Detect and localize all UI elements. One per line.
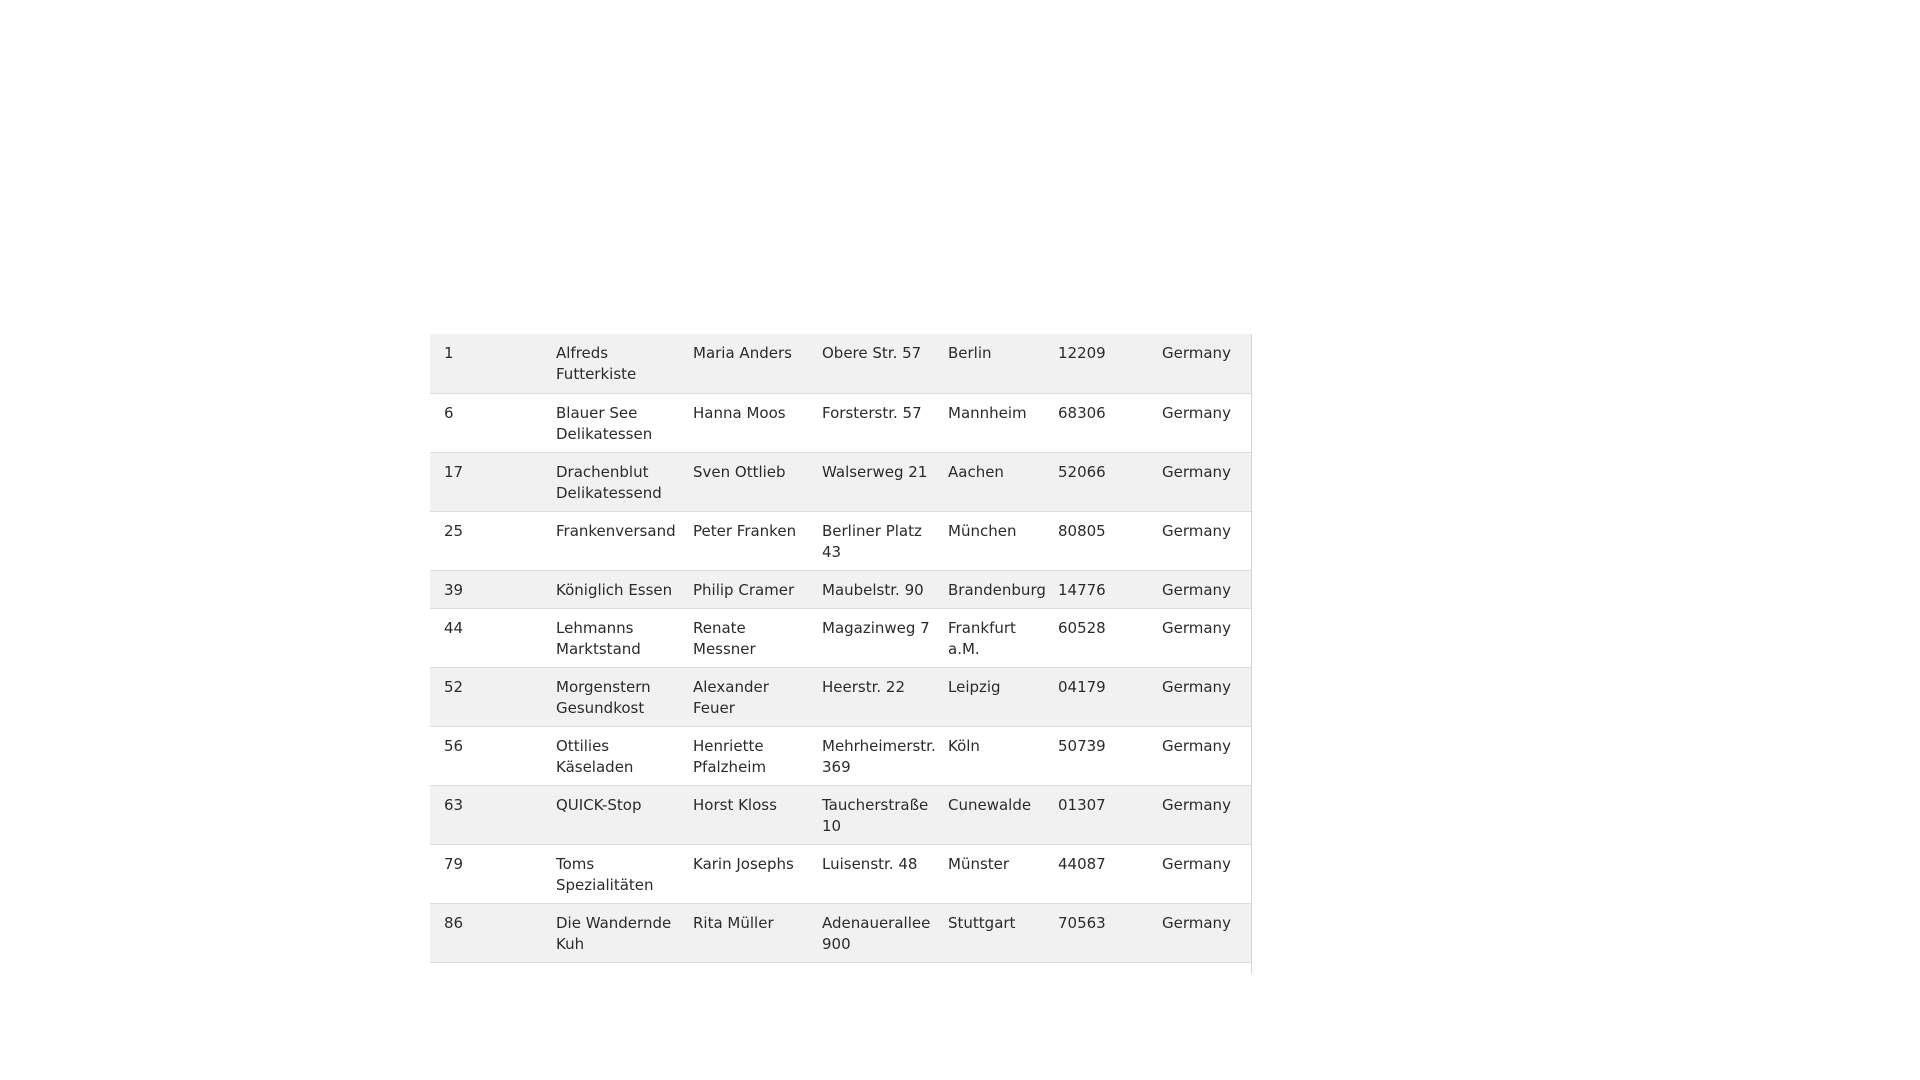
postal-code: 70563 [1044,903,1148,962]
address: Heerstr. 22 [808,667,934,726]
contact-name: Philip Cramer [679,570,808,608]
table-row [430,570,1251,608]
country: Germany [1148,785,1251,844]
contact-name: Rita Müller [679,903,808,962]
city: Berlin [934,334,1044,393]
contact-name: Hanna Moos [679,393,808,452]
contact-name: Peter Franken [679,511,808,570]
postal-code: 60528 [1044,608,1148,667]
table-row [430,511,1251,570]
customer-id: 86 [430,903,542,962]
country: Germany [1148,393,1251,452]
customer-name: Toms Spezialitäten [542,844,679,903]
address: Forsterstr. 57 [808,393,934,452]
country: Germany [1148,334,1251,393]
table-row [430,334,1251,393]
address: Luisenstr. 48 [808,844,934,903]
postal-code: 80805 [1044,511,1148,570]
city: Köln [934,726,1044,785]
address: Maubelstr. 90 [808,570,934,608]
customer-name: Drachenblut Delikatessend [542,452,679,511]
city: Aachen [934,452,1044,511]
city: Brandenburg [934,570,1044,608]
contact-name: Horst Kloss [679,785,808,844]
table-row [430,667,1251,726]
customer-name: Alfreds Futterkiste [542,334,679,393]
customer-id: 63 [430,785,542,844]
contact-name: Sven Ottlieb [679,452,808,511]
city: Frankfurt a.M. [934,608,1044,667]
country: Germany [1148,667,1251,726]
postal-code: 44087 [1044,844,1148,903]
postal-code: 12209 [1044,334,1148,393]
customer-name: Königlich Essen [542,570,679,608]
country: Germany [1148,726,1251,785]
address: Mehrheimerstr. 369 [808,726,934,785]
customer-id: 52 [430,667,542,726]
postal-code: 52066 [1044,452,1148,511]
city: Münster [934,844,1044,903]
country: Germany [1148,903,1251,962]
table-row [430,844,1251,903]
customer-name: Blauer See Delikatessen [542,393,679,452]
table-row [430,903,1251,962]
customer-name: Die Wandernde Kuh [542,903,679,962]
postal-code: 50739 [1044,726,1148,785]
address: Walserweg 21 [808,452,934,511]
customer-id: 6 [430,393,542,452]
address: Magazinweg 7 [808,608,934,667]
city: Stuttgart [934,903,1044,962]
city: Leipzig [934,667,1044,726]
address: Obere Str. 57 [808,334,934,393]
customer-name: Morgenstern Gesundkost [542,667,679,726]
customer-id: 17 [430,452,542,511]
table-row [430,608,1251,667]
postal-code: 01307 [1044,785,1148,844]
city: München [934,511,1044,570]
city: Mannheim [934,393,1044,452]
customer-id: 79 [430,844,542,903]
contact-name: Renate Messner [679,608,808,667]
postal-code: 04179 [1044,667,1148,726]
customer-name: Ottilies Käseladen [542,726,679,785]
customer-id: 56 [430,726,542,785]
address: Berliner Platz 43 [808,511,934,570]
city: Cunewalde [934,785,1044,844]
country: Germany [1148,570,1251,608]
customer-id: 1 [430,334,542,393]
customer-id: 44 [430,608,542,667]
address: Taucherstraße 10 [808,785,934,844]
customers-table [430,334,1251,963]
customer-name: Frankenversand [542,511,679,570]
postal-code: 68306 [1044,393,1148,452]
address: Adenauerallee 900 [808,903,934,962]
country: Germany [1148,608,1251,667]
table-row [430,785,1251,844]
contact-name: Henriette Pfalzheim [679,726,808,785]
customer-id: 25 [430,511,542,570]
table-row [430,393,1251,452]
contact-name: Karin Josephs [679,844,808,903]
customer-name: QUICK-Stop [542,785,679,844]
postal-code: 14776 [1044,570,1148,608]
customers-table-frame [430,334,1252,974]
contact-name: Maria Anders [679,334,808,393]
country: Germany [1148,844,1251,903]
customer-id: 39 [430,570,542,608]
customer-name: Lehmanns Marktstand [542,608,679,667]
country: Germany [1148,511,1251,570]
table-row [430,452,1251,511]
table-row [430,726,1251,785]
contact-name: Alexander Feuer [679,667,808,726]
country: Germany [1148,452,1251,511]
